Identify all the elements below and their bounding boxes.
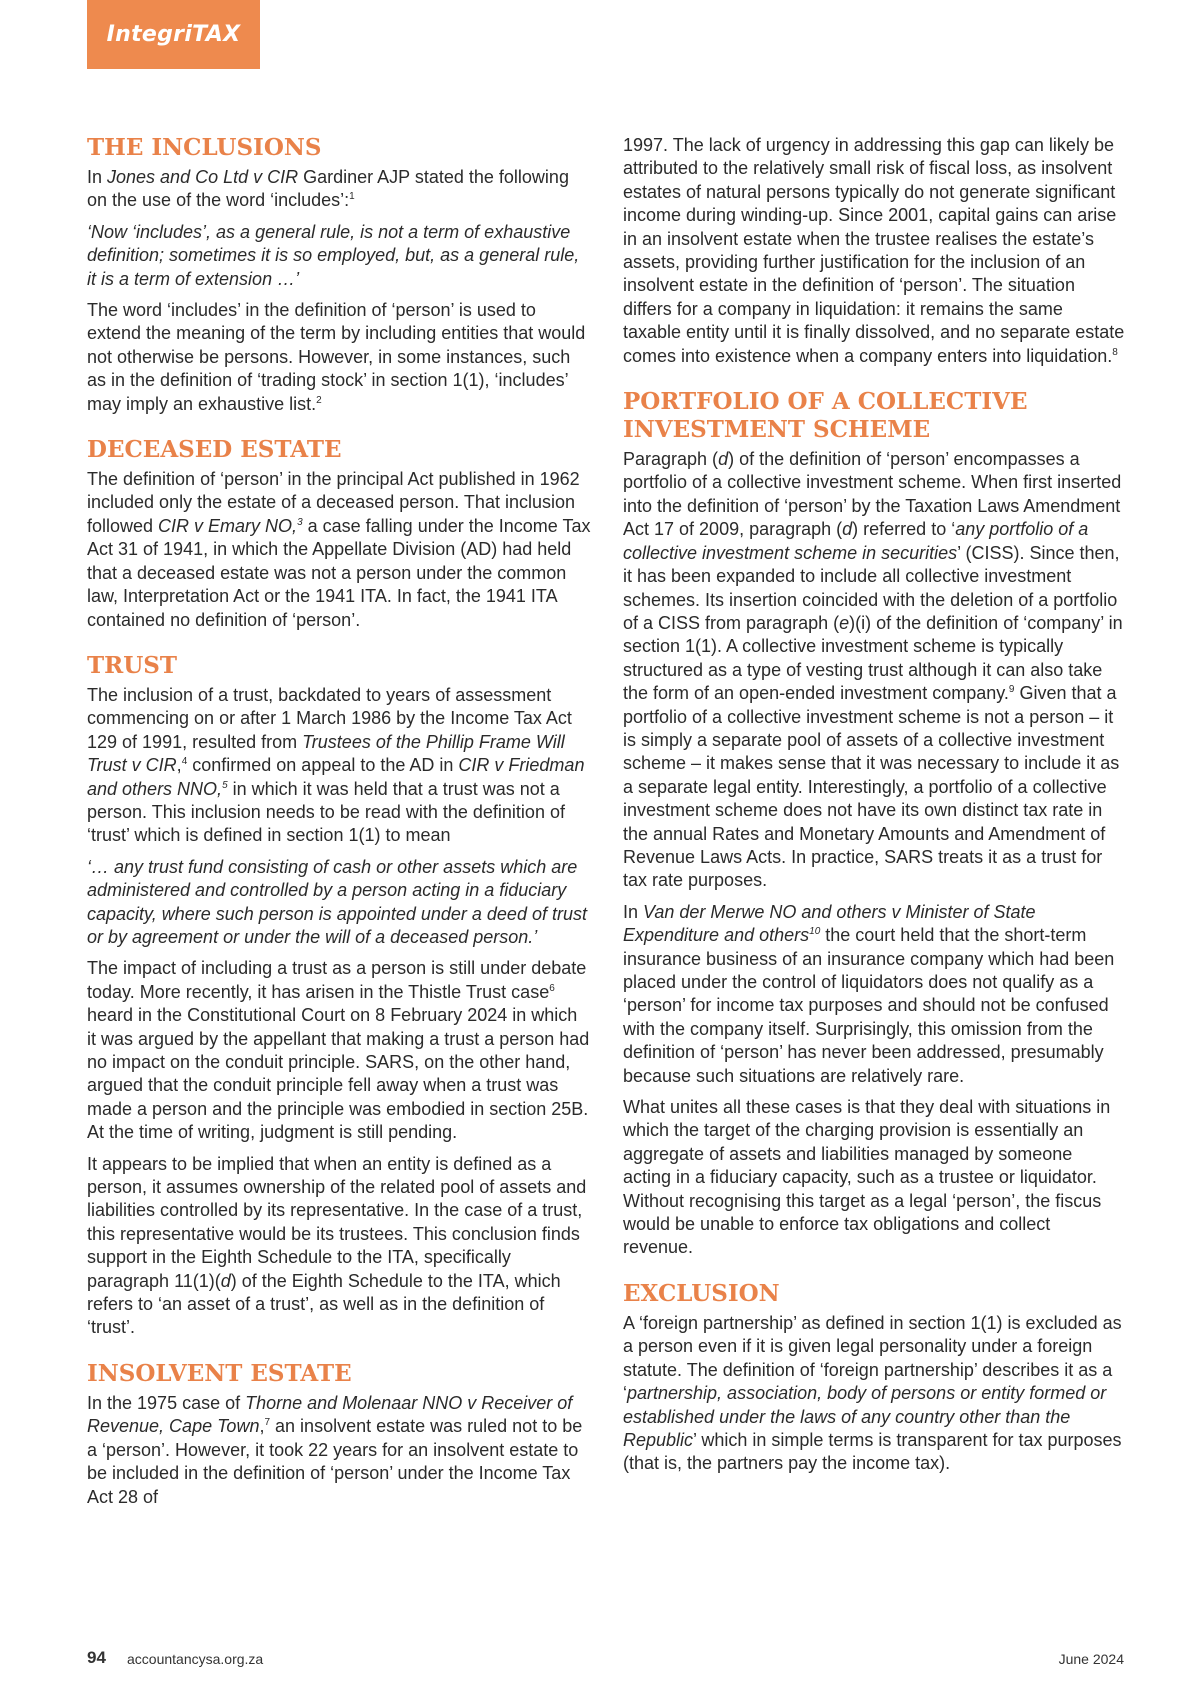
site-url: accountancysa.org.za — [127, 1651, 264, 1667]
section-heading: PORTFOLIO OF A COLLECTIVE INVESTMENT SCHEME — [623, 388, 1028, 444]
left-column — [87, 134, 591, 1517]
issue-date: June 2024 — [1058, 1651, 1124, 1667]
body-paragraph: The definition of ‘person’ in the principal Act published in 1962 included only the estate of a deceased person. That inclusion followed CIR v Emary NO,$^3$ a case falling under the Income Tax Act 31 of 1941, in which the Appellate Division (AD) had held that a deceased estate was not a person under the common law, Interpretation Act or the 1941 ITA. In fact, the 1941 ITA contained no definition of ‘person’. — [87, 469, 591, 630]
body-paragraph: The impact of including a trust as a person is still under debate today. More recently, it has arisen in the Thistle Trust case$^6$ heard in the Constitutional Court on 8 February 2024 in which it was argued by the appellant that making a trust a person had no impact on the conduit principle. SARS, on the other hand, argued that the conduit principle fell away when a trust was made a person and the principle was embodied in section 25B. At the time of writing, judgment is still pending. — [87, 958, 590, 1143]
section-heading: INSOLVENT ESTATE — [87, 1359, 352, 1387]
integritax-logo: IntegriTAX — [87, 0, 260, 69]
body-paragraph: The inclusion of a trust, backdated to years of assessment commencing on or after 1 March 1986 by the Income Tax Act 129 of 1991, resulted from Trustees of the Phillip Frame Will Trust v CIR,$^4$ confirmed on appeal to the AD in CIR v Friedman and others NNO,$^5$ in which it was held that a trust was not a person. This inclusion needs to be read with the definition of ‘trust’ which is defined in section 1(1) to mean — [87, 684, 585, 846]
section-heading: TRUST — [87, 651, 178, 679]
right-column — [623, 134, 1125, 1484]
section-heading: EXCLUSION — [623, 1279, 780, 1307]
section-heading: DECEASED ESTATE — [87, 436, 342, 464]
body-paragraph: It appears to be implied that when an entity is defined as a person, it assumes ownership of the related pool of assets and liabilities controlled by its representative. In the case of a trust, this representative would be its trustees. This conclusion finds support in the Eighth Schedule to the ITA, specifically paragraph 11(1)(d) of the Eighth Schedule to the ITA, which refers to ‘an asset of a trust’, as well as in the definition of ‘trust’. — [87, 1153, 587, 1338]
body-paragraph: Paragraph (d) of the definition of ‘person’ encompasses a portfolio of a collective investment scheme. When first inserted into the definition of ‘person’ by the Taxation Laws Amendment Act 17 of 2009, paragraph (d) referred to ‘any portfolio of a collective investment scheme in securities’ (CISS). Since then, it has been expanded to include all collective investment schemes. Its insertion coincided with the deletion of a portfolio of a CISS from paragraph (e)(i) of the definition of ‘company’ in section 1(1). A collective investment scheme is typically structured as a type of vesting trust although it can also take the form of an open-ended investment company.$^9$ Given that a portfolio of a collective investment scheme is not a person – it is simply a separate pool of assets of a collective investment scheme – it makes sense that it was necessary to include it as a separate legal entity. Interestingly, a portfolio of a collective investment scheme does not have its own distinct tax rate in the annual Rates and Monetary Amounts and Amendment of Revenue Laws Acts. In practice, SARS treats it as a trust for tax rate purposes. — [623, 449, 1123, 891]
body-paragraph: What unites all these cases is that they deal with situations in which the target of the charging provision is essentially an aggregate of assets and liabilities managed by someone acting in a fiduciary capacity, such as a trustee or liquidator. Without recognising this target as a legal ‘person’, the fiscus would be unable to enforce tax obligations and collect revenue. — [623, 1097, 1111, 1258]
body-paragraph: 1997. The lack of urgency in addressing this gap can likely be attributed to the relatively small risk of fiscal loss, as insolvent estates of natural persons typically do not generate significant income during winding-up. Since 2001, capital gains can arise in an insolvent estate when the trustee realises the estate’s assets, providing further justification for the inclusion of an insolvent estate in the definition of ‘person’. The situation differs for a company in liquidation: it remains the same taxable entity until it is finally dissolved, and no separate estate comes into existence when a company enters into liquidation.$^8$ — [623, 135, 1125, 366]
block-quote: ‘Now ‘includes’, as a general rule, is not a term of exhaustive definition; sometimes it is so employed, but, as a general rule, it is a term of extension …’ — [87, 221, 580, 289]
body-paragraph: In the 1975 case of Thorne and Molenaar NNO v Receiver of Revenue, Cape Town,$^7$ an insolvent estate was ruled not to be a ‘person’. However, it took 22 years for an insolvent estate to be included in the definition of ‘person’ under the Income Tax Act 28 of — [87, 1392, 583, 1507]
block-quote: ‘… any trust fund consisting of cash or other assets which are administered and controlled by a person acting in a fiduciary capacity, where such person is appointed under a deed of trust or by agreement or under the will of a deceased person.’ — [87, 856, 587, 947]
body-paragraph: A ‘foreign partnership’ as defined in section 1(1) is excluded as a person even if it is given legal personality under a foreign statute. The definition of ‘foreign partnership’ describes it as a ‘partnership, association, body of persons or entity formed or established under the laws of any country other than the Republic’ which in simple terms is transparent for tax purposes (that is, the partners pay the income tax). — [623, 1312, 1122, 1474]
body-paragraph: The word ‘includes’ in the definition of ‘person’ is used to extend the meaning of the term by including entities that would not otherwise be persons. However, in some instances, such as in the definition of ‘trading stock’ in section 1(1), ‘includes’ may imply an exhaustive list.$^2$ — [87, 300, 586, 414]
body-paragraph: In Jones and Co Ltd v CIR Gardiner AJP stated the following on the use of the word ‘includes’:$^1$ — [87, 167, 569, 211]
body-paragraph: In Van der Merwe NO and others v Minister of State Expenditure and others$^{10}$ the court held that the short-term insurance business of an insurance company which had been placed under the control of liquidators does not qualify as a ‘person’ for income tax purposes and should not be confused with the company itself. Surprisingly, this omission from the definition of ‘person’ has never been addressed, presumably because such situations are relatively rare. — [623, 901, 1115, 1086]
section-heading: THE INCLUSIONS — [87, 134, 322, 161]
page-number: 94 — [87, 1648, 106, 1667]
